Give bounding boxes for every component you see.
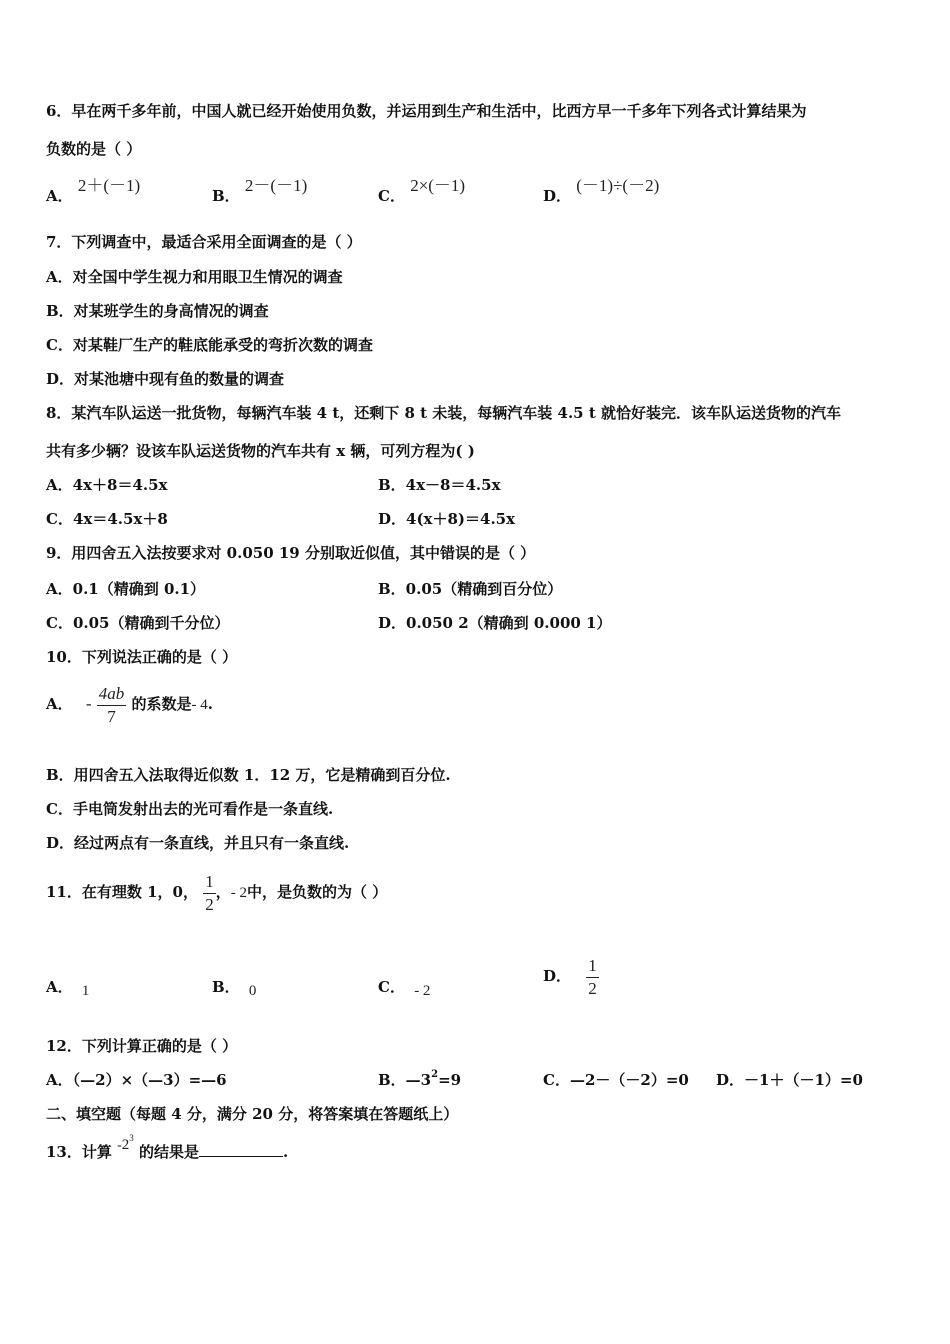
- q13-stem: [46, 1133, 289, 1164]
- q11-stem-fraction-num: 1: [203, 871, 216, 894]
- q13-base: 2: [121, 1137, 130, 1153]
- q8-option-a: A．4x＋8＝4.5x: [46, 476, 168, 494]
- q12-option-b: [378, 1070, 461, 1093]
- q6-option-a: [46, 176, 141, 206]
- q9-option-c: C．0.05（精确到千分位）: [46, 614, 230, 632]
- q11-option-a: [46, 977, 89, 998]
- q11-option-c-value: - 2: [414, 983, 431, 999]
- q10-option-a-denominator: 7: [107, 706, 116, 726]
- q9-option-b: B．0.05（精确到百分位）: [378, 580, 563, 598]
- q11-stem-pre: 11．在有理数 1，0，: [46, 883, 198, 901]
- q9-option-d: D．0.050 2（精确到 0.000 1）: [378, 614, 612, 632]
- q11-option-c-label: C．: [378, 978, 405, 996]
- q10-option-a-label: A．: [46, 695, 73, 713]
- q13-end: .: [283, 1143, 289, 1161]
- q11-stem-fraction: [203, 871, 216, 916]
- q13-post: 的结果是: [139, 1143, 200, 1161]
- section-2-heading: 二、填空题（每题 4 分，满分 20 分，将答案填在答题纸上）: [46, 1105, 459, 1123]
- q13-exponent: 3: [129, 1133, 134, 1143]
- q11-stem-neg: - 2: [230, 885, 247, 901]
- q11-option-b: [212, 977, 256, 998]
- q11-option-d-den: 2: [588, 978, 597, 998]
- q8-option-b: B．4x－8＝4.5x: [378, 476, 501, 494]
- q12-option-d: D．－1＋（－1）=0: [716, 1071, 863, 1089]
- q10-stem: 10．下列说法正确的是（ ）: [46, 648, 238, 666]
- q7-option-d: D．对某池塘中现有鱼的数量的调查: [46, 370, 285, 388]
- q6-stem-line2: 负数的是（ ）: [46, 140, 142, 158]
- q12-option-b-exponent: 2: [431, 1069, 439, 1080]
- q10-option-a-text: 的系数是: [131, 695, 192, 713]
- q13-minus: -: [117, 1138, 122, 1153]
- q7-option-c: C．对某鞋厂生产的鞋底能承受的弯折次数的调查: [46, 336, 373, 354]
- q9-option-a: A．0.1（精确到 0.1）: [46, 580, 206, 598]
- q8-stem-line2: 共有多少辆？设该车队运送货物的汽车共有 x 辆，可列方程为( ): [46, 442, 475, 460]
- q11-option-a-value: 1: [81, 983, 90, 999]
- q9-stem: 9．用四舍五入法按要求对 0.050 19 分别取近似值，其中错误的是（ ）: [46, 544, 536, 562]
- q7-stem: 7．下列调查中，最适合采用全面调查的是（ ）: [46, 233, 362, 251]
- q6-option-c-label: C．: [378, 187, 405, 205]
- q11-option-d-label: D．: [543, 967, 572, 985]
- q6-option-d: [543, 176, 660, 206]
- q10-option-a-minus: -: [85, 694, 92, 713]
- q6-option-b: [212, 176, 308, 206]
- q6-stem-line1: 6．早在两千多年前，中国人就已经开始使用负数，并运用到生产和生活中，比西方早一千多年下列各式计算结果为: [46, 102, 807, 120]
- q7-option-b: B．对某班学生的身高情况的调查: [46, 302, 269, 320]
- q11-option-b-value: 0: [248, 983, 257, 999]
- q12-stem: 12．下列计算正确的是（ ）: [46, 1037, 238, 1055]
- q6-option-d-label: D．: [543, 187, 572, 205]
- q6-option-d-expr: (－1)÷(－2): [576, 176, 660, 195]
- q12-option-b-post: =9: [438, 1071, 462, 1089]
- q11-option-c: [378, 977, 430, 998]
- q11-stem-post: 中，是负数的为（ ）: [246, 883, 388, 901]
- q6-option-c: [378, 176, 466, 206]
- q10-option-b: B．用四舍五入法取得近似数 1．12 万，它是精确到百分位.: [46, 766, 451, 784]
- q11-option-d-num: 1: [586, 955, 599, 978]
- q13-answer-blank[interactable]: [199, 1142, 283, 1157]
- q10-option-a-end: .: [207, 695, 214, 713]
- q7-option-a: A．对全国中学生视力和用眼卫生情况的调查: [46, 268, 343, 286]
- q11-option-d: [543, 952, 599, 1000]
- q6-option-b-expr: 2－(－1): [244, 176, 308, 195]
- q11-option-a-label: A．: [46, 978, 73, 996]
- q10-option-a-value: - 4: [191, 697, 208, 713]
- q10-option-a: [46, 680, 213, 729]
- q11-stem-sep: ，: [215, 883, 231, 901]
- q11-stem: [46, 868, 387, 917]
- q11-stem-fraction-den: 2: [205, 894, 214, 914]
- q13-pre: 13．计算: [46, 1143, 112, 1161]
- q10-option-d: D．经过两点有一条直线，并且只有一条直线.: [46, 834, 350, 852]
- q6-option-a-expr: 2＋(－1): [77, 176, 141, 195]
- q10-option-a-fraction: [97, 683, 127, 728]
- q10-option-a-numerator: 4ab: [97, 683, 127, 706]
- q8-stem-line1: 8．某汽车队运送一批货物，每辆汽车装 4 t，还剩下 8 t 未装，每辆汽车装 4.5 t 就恰好装完．该车队运送货物的汽车: [46, 404, 841, 422]
- q12-option-b-pre: B．—3: [378, 1071, 432, 1089]
- q8-option-d: D．4(x＋8)＝4.5x: [378, 510, 516, 528]
- q11-option-d-fraction: [586, 955, 599, 1000]
- q8-option-c: C．4x＝4.5x＋8: [46, 510, 168, 528]
- q6-option-b-label: B．: [212, 187, 240, 205]
- q11-option-b-label: B．: [212, 978, 240, 996]
- q12-option-a: A．（—2）×（—3）=—6: [46, 1071, 227, 1089]
- q10-option-c: C．手电筒发射出去的光可看作是一条直线.: [46, 800, 334, 818]
- q6-option-c-expr: 2×(－1): [410, 176, 466, 195]
- q12-option-c: C．—2－（－2）=0: [543, 1071, 689, 1089]
- q6-option-a-label: A．: [46, 187, 73, 205]
